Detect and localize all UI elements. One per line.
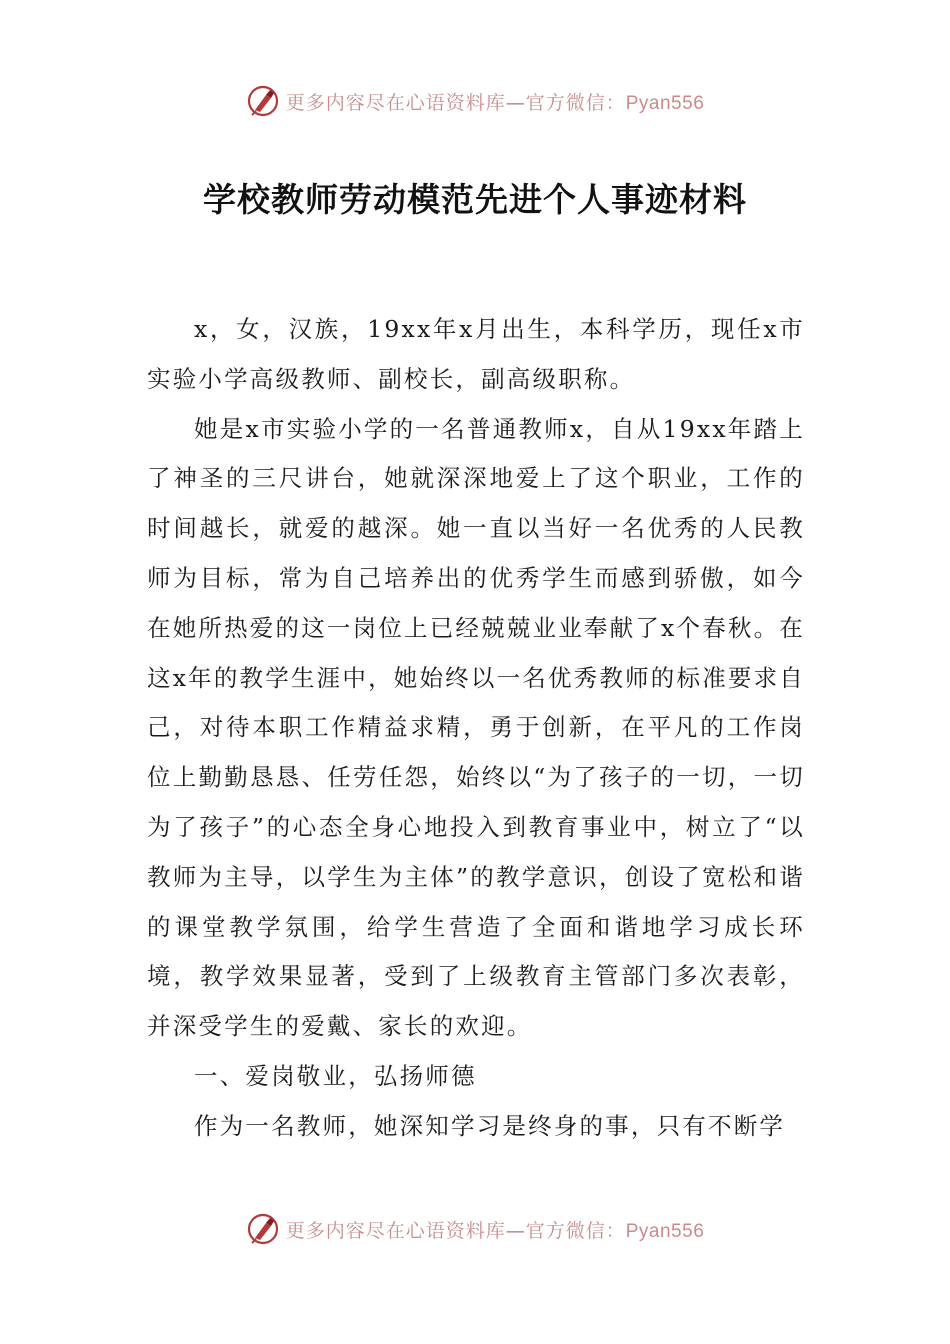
header-banner — [0, 84, 950, 118]
banner-contact-label: 官方微信： — [525, 1219, 626, 1242]
banner-text — [286, 88, 705, 115]
document-title: 学校教师劳动模范先进个人事迹材料 — [203, 180, 747, 219]
banner-contact-label: 官方微信： — [525, 91, 626, 114]
banner-separator: — — [505, 1219, 526, 1242]
footer-banner — [0, 1212, 950, 1246]
banner-separator: — — [505, 91, 526, 114]
paragraph-intro: x，女，汉族，19xx年x月出生，本科学历，现任x市实验小学高级教师、副校长，副高级职称。 — [147, 315, 805, 393]
pen-nib-logo-icon — [246, 84, 280, 118]
banner-slogan: 更多内容尽在心语资料库 — [285, 1219, 506, 1242]
document-body — [147, 305, 805, 1152]
section-heading: 一、爱岗敬业，弘扬师德 — [194, 1061, 477, 1090]
paragraph-main: 她是x市实验小学的一名普通教师x，自从19xx年踏上了神圣的三尺讲台，她就深深地爱上了这个职业，工作的时间越长，就爱的越深。她一直以当好一名优秀的人民教师为目标，常为自己培养出的优秀学生而感到骄傲，如今在她所热爱的这一岗位上已经兢兢业业奉献了x个春秋。在这x年的教学生涯中，她始终以一名优秀教师的标准要求自己，对待本职工作精益求精，勇于创新，在平凡的工作岗位上勤勤恳恳、任劳任怨，始终以“为了孩子的一切，一切为了孩子”的心态全身心地投入到教育事业中，树立了“以教师为主导，以学生为主体”的教学意识，创设了宽松和谐的课堂教学氛围，给学生营造了全面和谐地学习成长环境，教学效果显著，受到了上级教育主管部门多次表彰，并深受学生的爱戴、家长的欢迎。 — [147, 414, 805, 1041]
pen-nib-logo-icon — [246, 1212, 280, 1246]
banner-text — [286, 1216, 705, 1243]
banner-contact-id: Pyan556 — [625, 92, 705, 114]
paragraph-continuation: 作为一名教师，她深知学习是终身的事，只有不断学 — [194, 1111, 786, 1140]
banner-slogan: 更多内容尽在心语资料库 — [285, 91, 506, 114]
banner-contact-id: Pyan556 — [625, 1220, 705, 1242]
